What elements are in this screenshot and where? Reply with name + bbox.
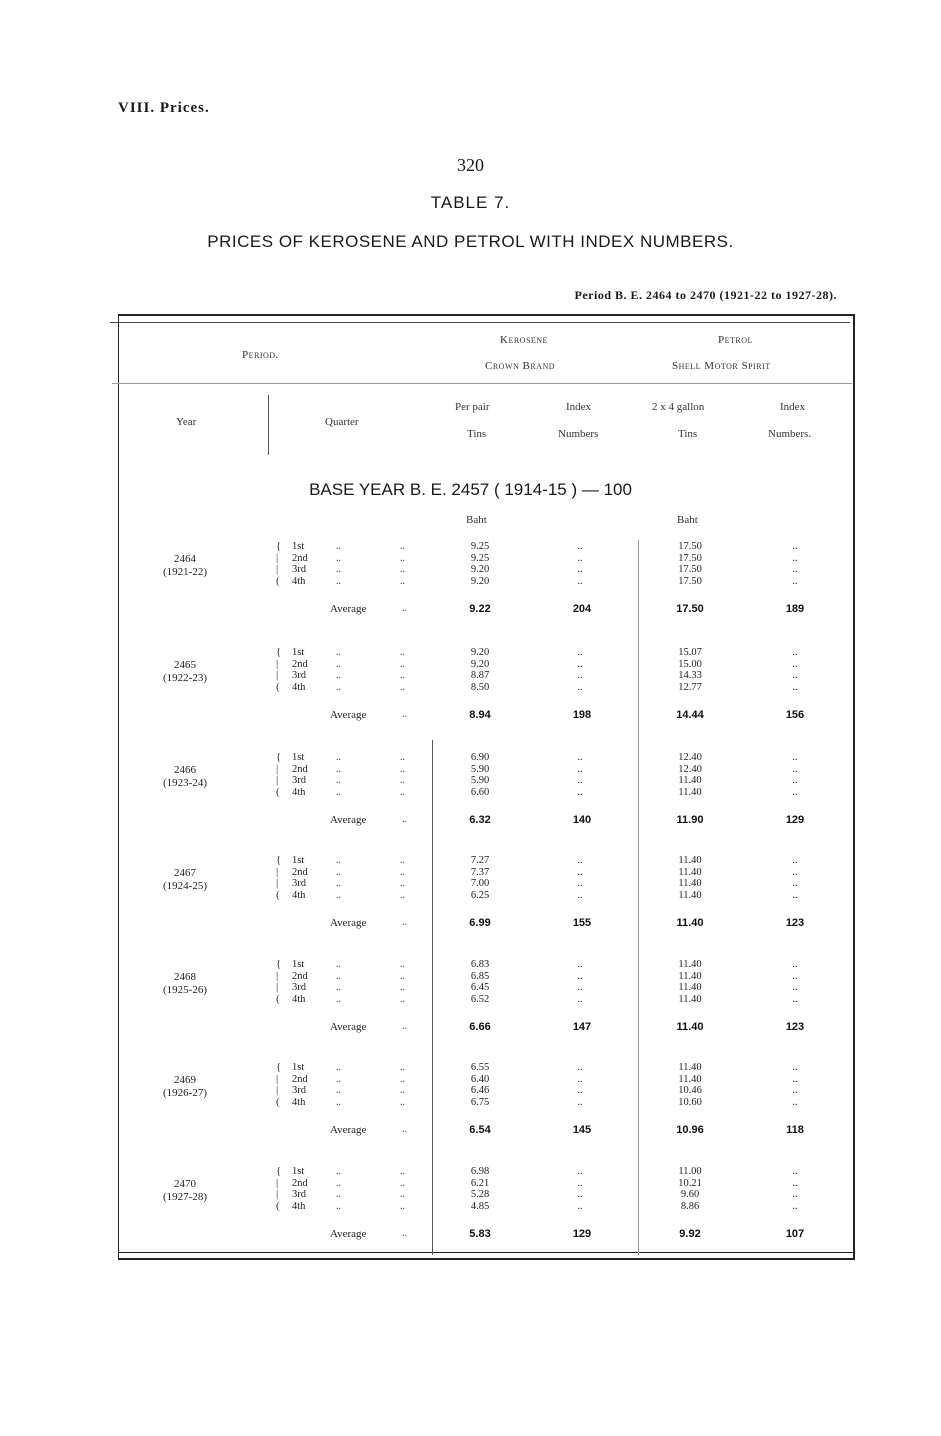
kerosene-price: 9.20 <box>470 564 490 575</box>
petrol-price: 11.40 <box>678 970 702 982</box>
petrol-index-blank: .. <box>792 1200 798 1212</box>
dots: .. <box>400 889 405 901</box>
header-petrol: Petrol <box>718 334 753 346</box>
kerosene-index-blank: .. <box>577 670 583 681</box>
quarter-label: 2nd <box>292 763 308 775</box>
period-line: Period B. E. 2464 to 2470 (1921-22 to 1927-28). <box>574 288 837 302</box>
year-be: 2466 <box>174 764 196 776</box>
dots: .. <box>400 670 405 681</box>
kerosene-index: 147 <box>572 1021 592 1033</box>
quarter-brace: { | | ( <box>276 958 282 1005</box>
petrol-index-blank: .. <box>792 752 798 763</box>
quarter-label: 1st <box>292 647 305 658</box>
page-number: 320 <box>457 155 484 175</box>
petrol-index-blank: .. <box>792 1189 798 1200</box>
kerosene-index-blank: .. <box>577 786 583 798</box>
quarter-brace: { | | ( <box>276 751 282 798</box>
petrol-price: 10.21 <box>678 1177 702 1189</box>
dots: .. <box>336 647 341 658</box>
dots: .. <box>400 658 405 670</box>
header-gallon: 2 x 4 gallon <box>652 401 705 413</box>
petrol-price: 12.40 <box>678 763 702 775</box>
petrol-price: 11.40 <box>678 889 702 901</box>
dots: .. <box>400 855 405 866</box>
petrol-price: 9.60 <box>680 1189 700 1200</box>
average-label: Average <box>330 709 367 721</box>
header-kerosene: Kerosene <box>500 334 548 346</box>
kerosene-index-blank: .. <box>577 552 583 564</box>
dots: .. <box>400 552 405 564</box>
header-index: Index <box>566 401 592 413</box>
petrol-average: 9.92 <box>679 1228 701 1240</box>
petrol-price: 10.46 <box>678 1085 702 1096</box>
petrol-price: 11.40 <box>678 866 702 878</box>
kerosene-price: 9.25 <box>470 552 490 564</box>
kerosene-index-blank: .. <box>577 866 583 878</box>
kerosene-price: 6.40 <box>470 1073 490 1085</box>
petrol-index-blank: .. <box>792 959 798 970</box>
dots: .. <box>336 775 341 786</box>
kerosene-index-blank: .. <box>577 647 583 658</box>
petrol-index: 156 <box>785 709 805 721</box>
kerosene-index-blank: .. <box>577 1189 583 1200</box>
average-label: Average <box>330 814 367 826</box>
unit-kerosene: Baht <box>466 514 487 526</box>
header-petrol-brand: Shell Motor Spirit <box>672 360 771 372</box>
year-be: 2467 <box>174 867 196 879</box>
kerosene-price: 7.37 <box>470 866 490 878</box>
quarter-brace: { | | ( <box>276 854 282 901</box>
petrol-index-blank: .. <box>792 993 798 1005</box>
quarter-label: 3rd <box>292 878 306 889</box>
year-ad: (1923-24) <box>163 777 207 789</box>
kerosene-index: 129 <box>572 1228 592 1240</box>
year-be: 2465 <box>174 659 196 671</box>
quarter-label: 2nd <box>292 552 308 564</box>
kerosene-index-blank: .. <box>577 855 583 866</box>
petrol-index-blank: .. <box>792 552 798 564</box>
year-ad: (1924-25) <box>163 880 207 892</box>
quarter-label: 1st <box>292 1062 305 1073</box>
petrol-price: 17.50 <box>678 552 702 564</box>
header-quarter: Quarter <box>325 416 359 428</box>
quarter-brace: { | | ( <box>276 1165 282 1212</box>
petrol-price: 14.33 <box>678 670 702 681</box>
kerosene-price: 8.50 <box>470 681 490 693</box>
dots: .. <box>336 866 341 878</box>
kerosene-price: 5.90 <box>470 763 490 775</box>
quarter-label: 3rd <box>292 1085 306 1096</box>
kerosene-price: 6.75 <box>470 1096 490 1108</box>
dots: .. <box>402 603 407 614</box>
petrol-index-blank: .. <box>792 1166 798 1177</box>
kerosene-index: 155 <box>572 917 592 929</box>
kerosene-average: 9.22 <box>469 603 491 615</box>
dots: .. <box>400 575 405 587</box>
dots: .. <box>336 993 341 1005</box>
dots: .. <box>336 855 341 866</box>
quarter-label: 4th <box>292 1200 306 1212</box>
petrol-price: 11.40 <box>678 1062 702 1073</box>
kerosene-price: 6.55 <box>470 1062 490 1073</box>
kerosene-index-blank: .. <box>577 1166 583 1177</box>
quarter-label: 3rd <box>292 982 306 993</box>
header-kerosene-brand: Crown Brand <box>485 360 556 372</box>
kerosene-index-blank: .. <box>577 575 583 587</box>
kerosene-average: 8.94 <box>469 709 491 721</box>
quarter-label: 1st <box>292 1166 305 1177</box>
dots: .. <box>402 814 407 825</box>
quarter-label: 2nd <box>292 1177 308 1189</box>
petrol-price: 8.86 <box>680 1200 700 1212</box>
kerosene-index-blank: .. <box>577 878 583 889</box>
kerosene-index-blank: .. <box>577 1062 583 1073</box>
unit-petrol: Baht <box>677 514 698 526</box>
dots: .. <box>336 786 341 798</box>
petrol-price: 12.77 <box>678 681 702 693</box>
dots: .. <box>400 681 405 693</box>
table-subtitle: PRICES OF KEROSENE AND PETROL WITH INDEX NUMBERS. <box>207 232 734 251</box>
kerosene-index-blank: .. <box>577 889 583 901</box>
kerosene-index: 204 <box>572 603 592 615</box>
dots: .. <box>402 917 407 928</box>
petrol-price: 11.00 <box>678 1166 702 1177</box>
petrol-index-blank: .. <box>792 763 798 775</box>
average-label: Average <box>330 1228 367 1240</box>
petrol-price: 11.40 <box>678 855 702 866</box>
petrol-index-blank: .. <box>792 1177 798 1189</box>
petrol-index-blank: .. <box>792 541 798 552</box>
average-label: Average <box>330 917 367 929</box>
kerosene-average: 6.32 <box>469 814 491 826</box>
quarter-label: 4th <box>292 1096 306 1108</box>
quarter-label: 4th <box>292 993 306 1005</box>
petrol-index-blank: .. <box>792 855 798 866</box>
petrol-index-blank: .. <box>792 1073 798 1085</box>
petrol-index-blank: .. <box>792 1062 798 1073</box>
header-divider <box>268 395 269 455</box>
petrol-index: 123 <box>785 917 805 929</box>
dots: .. <box>402 1228 407 1239</box>
kerosene-price: 6.90 <box>470 752 490 763</box>
quarter-label: 2nd <box>292 970 308 982</box>
dots: .. <box>402 1124 407 1135</box>
table-title: TABLE 7. <box>430 193 511 212</box>
petrol-average: 11.90 <box>676 814 704 826</box>
petrol-index-blank: .. <box>792 786 798 798</box>
quarter-label: 2nd <box>292 1073 308 1085</box>
petrol-price: 10.60 <box>678 1096 702 1108</box>
bottom-rule <box>118 1252 855 1253</box>
dots: .. <box>336 658 341 670</box>
kerosene-average: 6.99 <box>469 917 491 929</box>
kerosene-index-blank: .. <box>577 1096 583 1108</box>
year-ad: (1927-28) <box>163 1191 207 1203</box>
petrol-price: 11.40 <box>678 786 702 798</box>
dots: .. <box>400 970 405 982</box>
kerosene-average: 6.54 <box>469 1124 491 1136</box>
kerosene-average: 5.83 <box>469 1228 491 1240</box>
quarter-label: 1st <box>292 752 305 763</box>
kerosene-average: 6.66 <box>469 1021 491 1033</box>
quarter-label: 1st <box>292 959 305 970</box>
kerosene-price: 6.25 <box>470 889 490 901</box>
kerosene-price: 5.28 <box>470 1189 490 1200</box>
petrol-price: 11.40 <box>678 878 702 889</box>
dots: .. <box>336 1200 341 1212</box>
quarter-label: 3rd <box>292 1189 306 1200</box>
quarter-brace: { | | ( <box>276 646 282 693</box>
petrol-price: 17.50 <box>678 564 702 575</box>
kerosene-index: 140 <box>572 814 592 826</box>
header-top-rule <box>110 322 850 323</box>
petrol-price: 11.40 <box>678 1073 702 1085</box>
petrol-price: 17.50 <box>678 575 702 587</box>
year-be: 2469 <box>174 1074 196 1086</box>
dots: .. <box>400 1062 405 1073</box>
dots: .. <box>336 763 341 775</box>
header-index-petrol: Index <box>780 401 806 413</box>
kerosene-index: 145 <box>572 1124 592 1136</box>
base-year: BASE YEAR B. E. 2457 ( 1914-15 ) — 100 <box>309 480 632 499</box>
dots: .. <box>336 1073 341 1085</box>
petrol-index-blank: .. <box>792 681 798 693</box>
quarter-label: 4th <box>292 889 306 901</box>
kerosene-price: 9.20 <box>470 658 490 670</box>
petrol-index-blank: .. <box>792 1085 798 1096</box>
header-numbers-petrol: Numbers. <box>768 428 812 440</box>
dots: .. <box>400 541 405 552</box>
petrol-average: 17.50 <box>676 603 704 615</box>
kerosene-index-blank: .. <box>577 658 583 670</box>
dots: .. <box>336 959 341 970</box>
kerosene-index-blank: .. <box>577 1200 583 1212</box>
kerosene-price: 9.20 <box>470 647 490 658</box>
dots: .. <box>400 866 405 878</box>
dots: .. <box>400 752 405 763</box>
petrol-average: 14.44 <box>676 709 704 721</box>
quarter-brace: { | | ( <box>276 540 282 587</box>
kerosene-price: 6.46 <box>470 1085 490 1096</box>
dots: .. <box>400 1200 405 1212</box>
petrol-index: 123 <box>785 1021 805 1033</box>
petrol-price: 15.07 <box>678 647 702 658</box>
kerosene-index-blank: .. <box>577 541 583 552</box>
dots: .. <box>336 982 341 993</box>
kerosene-index-blank: .. <box>577 970 583 982</box>
dots: .. <box>400 1189 405 1200</box>
petrol-price: 17.50 <box>678 541 702 552</box>
year-ad: (1926-27) <box>163 1087 207 1099</box>
dots: .. <box>336 575 341 587</box>
quarter-label: 4th <box>292 681 306 693</box>
dots: .. <box>336 552 341 564</box>
header-year: Year <box>176 416 197 428</box>
quarter-label: 1st <box>292 855 305 866</box>
petrol-index: 129 <box>785 814 805 826</box>
header-tins: Tins <box>467 428 487 440</box>
kerosene-price: 9.25 <box>470 541 490 552</box>
dots: .. <box>336 681 341 693</box>
dots: .. <box>400 993 405 1005</box>
petrol-price: 11.40 <box>678 993 702 1005</box>
petrol-index-blank: .. <box>792 1096 798 1108</box>
kerosene-index-blank: .. <box>577 752 583 763</box>
petrol-price: 15.00 <box>678 658 702 670</box>
dots: .. <box>336 889 341 901</box>
quarter-label: 3rd <box>292 670 306 681</box>
header-numbers: Numbers <box>558 428 599 440</box>
petrol-index: 189 <box>785 603 805 615</box>
dots: .. <box>400 786 405 798</box>
column-divider <box>432 740 433 1255</box>
year-be: 2468 <box>174 971 196 983</box>
header-tins-petrol: Tins <box>678 428 698 440</box>
quarter-label: 3rd <box>292 564 306 575</box>
dots: .. <box>400 1177 405 1189</box>
petrol-index-blank: .. <box>792 982 798 993</box>
petrol-index-blank: .. <box>792 670 798 681</box>
kerosene-price: 9.20 <box>470 575 490 587</box>
kerosene-price: 5.90 <box>470 775 490 786</box>
petrol-index: 107 <box>785 1228 805 1240</box>
kerosene-price: 6.52 <box>470 993 490 1005</box>
petrol-index-blank: .. <box>792 889 798 901</box>
kerosene-index-blank: .. <box>577 775 583 786</box>
quarter-label: 4th <box>292 575 306 587</box>
dots: .. <box>336 1096 341 1108</box>
kerosene-index-blank: .. <box>577 564 583 575</box>
dots: .. <box>400 1073 405 1085</box>
year-ad: (1922-23) <box>163 672 207 684</box>
year-be: 2470 <box>174 1178 196 1190</box>
dots: .. <box>336 752 341 763</box>
kerosene-index-blank: .. <box>577 763 583 775</box>
year-ad: (1925-26) <box>163 984 207 996</box>
dots: .. <box>400 775 405 786</box>
kerosene-price: 4.85 <box>470 1200 490 1212</box>
kerosene-price: 6.60 <box>470 786 490 798</box>
kerosene-price: 7.00 <box>470 878 490 889</box>
petrol-index-blank: .. <box>792 658 798 670</box>
dots: .. <box>400 564 405 575</box>
dots: .. <box>336 1166 341 1177</box>
dots: .. <box>336 670 341 681</box>
petrol-average: 10.96 <box>676 1124 704 1136</box>
kerosene-price: 6.98 <box>470 1166 490 1177</box>
quarter-label: 3rd <box>292 775 306 786</box>
dots: .. <box>336 1189 341 1200</box>
dots: .. <box>400 959 405 970</box>
average-label: Average <box>330 603 367 615</box>
petrol-index-blank: .. <box>792 575 798 587</box>
dots: .. <box>336 564 341 575</box>
header-mid-rule <box>112 383 852 384</box>
average-label: Average <box>330 1124 367 1136</box>
petrol-index-blank: .. <box>792 878 798 889</box>
petrol-average: 11.40 <box>676 1021 704 1033</box>
dots: .. <box>400 1096 405 1108</box>
dots: .. <box>336 1062 341 1073</box>
kerosene-index-blank: .. <box>577 681 583 693</box>
column-divider-2 <box>638 540 639 1255</box>
section-title: VIII. Prices. <box>118 100 210 116</box>
dots: .. <box>336 970 341 982</box>
kerosene-price: 6.85 <box>470 970 490 982</box>
kerosene-index-blank: .. <box>577 1073 583 1085</box>
petrol-index-blank: .. <box>792 866 798 878</box>
header-per-pair: Per pair <box>455 401 490 413</box>
dots: .. <box>400 647 405 658</box>
kerosene-price: 6.45 <box>470 982 490 993</box>
kerosene-index: 198 <box>572 709 592 721</box>
dots: .. <box>336 1085 341 1096</box>
dots: .. <box>400 982 405 993</box>
petrol-index-blank: .. <box>792 970 798 982</box>
quarter-label: 1st <box>292 541 305 552</box>
dots: .. <box>336 541 341 552</box>
kerosene-price: 7.27 <box>470 855 490 866</box>
dots: .. <box>400 1085 405 1096</box>
kerosene-index-blank: .. <box>577 993 583 1005</box>
petrol-index-blank: .. <box>792 775 798 786</box>
dots: .. <box>336 878 341 889</box>
dots: .. <box>400 878 405 889</box>
year-be: 2464 <box>174 553 196 565</box>
quarter-label: 2nd <box>292 866 308 878</box>
petrol-price: 12.40 <box>678 752 702 763</box>
kerosene-price: 6.21 <box>470 1177 490 1189</box>
petrol-index: 118 <box>786 1124 804 1136</box>
average-label: Average <box>330 1021 367 1033</box>
dots: .. <box>402 709 407 720</box>
dots: .. <box>336 1177 341 1189</box>
header-period: Period. <box>242 349 279 361</box>
quarter-label: 2nd <box>292 658 308 670</box>
petrol-index-blank: .. <box>792 647 798 658</box>
petrol-price: 11.40 <box>678 959 702 970</box>
petrol-price: 11.40 <box>678 775 702 786</box>
year-ad: (1921-22) <box>163 566 207 578</box>
kerosene-index-blank: .. <box>577 1177 583 1189</box>
kerosene-price: 8.87 <box>470 670 490 681</box>
kerosene-price: 6.83 <box>470 959 490 970</box>
petrol-average: 11.40 <box>676 917 704 929</box>
kerosene-index-blank: .. <box>577 1085 583 1096</box>
quarter-label: 4th <box>292 786 306 798</box>
petrol-index-blank: .. <box>792 564 798 575</box>
dots: .. <box>400 763 405 775</box>
petrol-price: 11.40 <box>678 982 702 993</box>
kerosene-index-blank: .. <box>577 982 583 993</box>
dots: .. <box>400 1166 405 1177</box>
kerosene-index-blank: .. <box>577 959 583 970</box>
dots: .. <box>402 1021 407 1032</box>
quarter-brace: { | | ( <box>276 1061 282 1108</box>
